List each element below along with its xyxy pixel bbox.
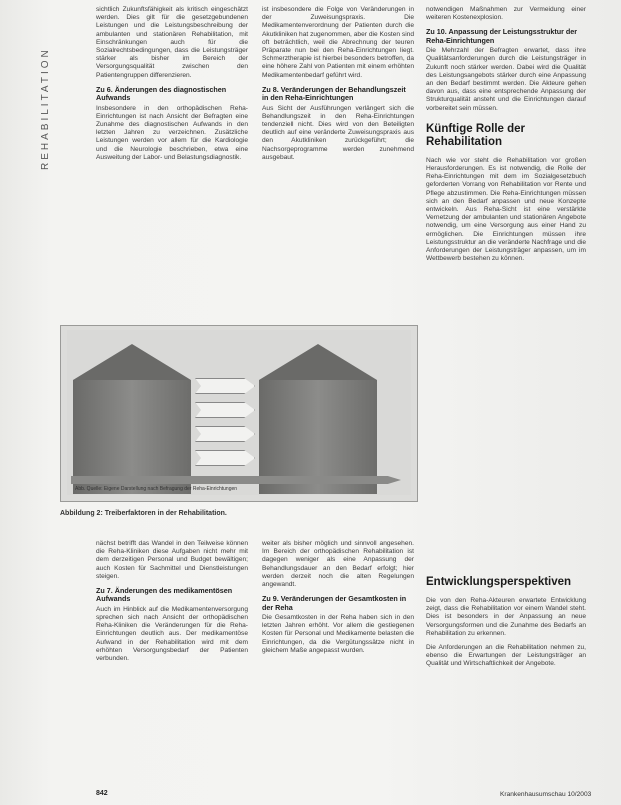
figure-treiberfaktoren bbox=[60, 325, 418, 502]
arrow-shape bbox=[195, 426, 255, 442]
paragraph: notwendigen Maßnahmen zur Vermeidung einer weiteren Kostenexplosion. bbox=[426, 6, 586, 22]
paragraph: Aus Sicht der Ausführungen verlängert sich die Behandlungszeit in den Reha-Einrichtungen tendenziell nicht. Dies wird von den Beteiligten deutlich auf eine veränderte Zuweisungspraxis aus den Akutkliniken zurückgeführt; die Nachsorgeprogramme werden zunehmend ausgebaut. bbox=[262, 104, 414, 161]
paragraph: Nach wie vor steht die Rehabilitation vor großen Herausforderungen. Es ist notwendig, die Rolle der Reha-Einrichtungen mit dem im Sozialgesetzbuch geforderten Vorrang von Rehabilitation vor Rente und Pflege abzustimmen. Die Reha-Einrichtungen müssen sich an den Bedarf anpassen und neue Konzepte entwickeln. Aus Reha-Sicht ist eine verstärkte Vernetzung der ambulanten und stationären Angebote notwendig, um eine Versorgung aus einer Hand zu ermöglichen. Die Einrichtungen müssen ihre Leistungsstruktur an die veränderte Nachfrage und die Anforderungen der Leistungsträger anpassen, um im Wettbewerb bestehen zu können. bbox=[426, 156, 586, 263]
figure-caption: Abbildung 2: Treiberfaktoren in der Rehabilitation. bbox=[60, 510, 227, 517]
paragraph: nächst betrifft das Wandel in den Teilweise können die Reha-Kliniken diese Aufgaben nicht mehr mit dem derzeitigen Personal und Budget bewältigen; auch Kosten für Sachmittel und Dienstleistungen steigen. bbox=[96, 540, 248, 580]
house-shape-left bbox=[73, 344, 191, 494]
section-side-label: REHABILITATION bbox=[40, 47, 51, 170]
paragraph: Insbesondere in den orthopädischen Reha-Einrichtungen ist nach Ansicht der Befragten eine Zunahme des diagnostischen Aufwands in den letzten Jahren zu verzeichnen. Zusätzliche Leistungen werden vor allem für die Kardiologie und die Neurologie beschrieben, etwa eine Ausweitung der Labor- und Belastungsdiagnostik. bbox=[96, 104, 248, 161]
figure-graphic bbox=[67, 330, 411, 495]
column-3-bottom bbox=[426, 566, 586, 791]
column-2-top bbox=[262, 6, 414, 296]
paragraph: weiter als bisher möglich und sinnvoll angesehen. Im Bereich der orthopädischen Rehabilitation ist dagegen weniger als eine Anpassung der Behandlungsdauer an den Bedarf erfolgt; hier werden derzeit noch die alten Regelungen angewandt. bbox=[262, 540, 414, 589]
subheading: Zu 6. Änderungen des diagnostischen Aufwands bbox=[96, 84, 227, 103]
section-heading: Entwicklungsperspektiven bbox=[426, 576, 572, 588]
column-2-bottom bbox=[262, 540, 414, 790]
subheading: Zu 10. Anpassung der Leistungsstruktur der Reha-Einrichtungen bbox=[426, 27, 578, 45]
subheading: Zu 8. Veränderungen der Behandlungszeit in den Reha-Einrichtungen bbox=[262, 84, 406, 103]
column-1-top bbox=[96, 6, 248, 296]
arrow-group bbox=[195, 378, 255, 474]
house-shape-right bbox=[259, 344, 377, 494]
arrow-shape bbox=[195, 402, 255, 418]
figure-note: Abb. Quelle: Eigene Darstellung nach Befragung der Reha-Einrichtungen bbox=[75, 486, 238, 492]
arrow-shape bbox=[195, 378, 255, 394]
paragraph: ist insbesondere die Folge von Veränderungen in der Zuweisungspraxis. Die Medikamentenverordnung der Patienten durch die Akutkliniken hat zugenommen, aber die Kosten sind oft beträchtlich, weil die Abrechnung der teuren Präparate nun bei den Reha-Einrichtungen liegt. Schmerztherapie ist hierbei besonders betroffen, da eine höhere Zahl von Patienten mit einem erhöhten Medikamentenbedarf geführt wird. bbox=[262, 6, 414, 79]
column-1-bottom bbox=[96, 540, 248, 790]
page-number: 842 bbox=[96, 790, 108, 797]
journal-footer: Krankenhausumschau 10/2003 bbox=[500, 791, 592, 798]
subheading: Zu 9. Veränderungen der Gesamtkosten in der Reha bbox=[262, 594, 407, 612]
paragraph: Die Mehrzahl der Befragten erwartet, dass ihre Qualitätsanforderungen durch die Leistungsträger in Zukunft noch stärker werden. Dabei wird die Qualität des Leistungsangebots stärker durch eine Anpassung an den Bedarf bestimmt werden. Die Akteure gehen davon aus, dass eine entsprechende Anpassung der Strukturqualität ansteht und die Einrichtungen darauf vorbereitet sein müssen. bbox=[426, 47, 586, 112]
column-3-top bbox=[426, 6, 586, 566]
paragraph: Auch im Hinblick auf die Medikamentenversorgung sprechen sich nach Ansicht der orthopädischen Reha-Kliniken die Veränderungen für die Reha-Einrichtungen deutlich aus. Der medikamentöse Aufwand in der Rehabilitation wird mit dem erhöhten Versorgungsbedarf der Patienten verbunden. bbox=[96, 605, 248, 663]
paragraph: Die Anforderungen an die Rehabilitation nehmen zu, ebenso die Erwartungen der Leistungsträger an Qualität und Wirtschaftlichkeit der Angebote. bbox=[426, 644, 586, 668]
paragraph: sichtlich Zukunftsfähigkeit als kritisch eingeschätzt werden. Dies gilt für die gesetzgebundenen Leistungen und die Leistungsbeschreibung der ambulanten und stationären Rehabilitation, mit Einschränkungen auch für die Sozialrechtsbedingungen, dass die Leistungsträger stärker als bisher im Bereich der Versorgungsqualität zwischen den Patientengruppen differenzieren. bbox=[96, 6, 248, 79]
subheading: Zu 7. Änderungen des medikamentösen Aufwands bbox=[96, 586, 233, 604]
time-arrow bbox=[71, 476, 401, 484]
section-heading: Künftige Rolle der Rehabilitation bbox=[426, 122, 526, 148]
paragraph: Die Gesamtkosten in der Reha haben sich in den letzten Jahren erhöht. Vor allem die gestiegenen Kosten für Personal und Medikamente belasten die Einrichtungen, da die Vergütungssätze nicht in gleichem Maße angepasst wurden. bbox=[262, 614, 414, 654]
arrow-shape bbox=[195, 450, 255, 466]
paragraph: Die von den Reha-Akteuren erwartete Entwicklung zeigt, dass die Rehabilitation vor einem Wandel steht. Dies ist besonders in der Anpassung an neue Versorgungsformen und die Zunahme des Bedarfs an Rehabilitation zu erkennen. bbox=[426, 597, 586, 637]
